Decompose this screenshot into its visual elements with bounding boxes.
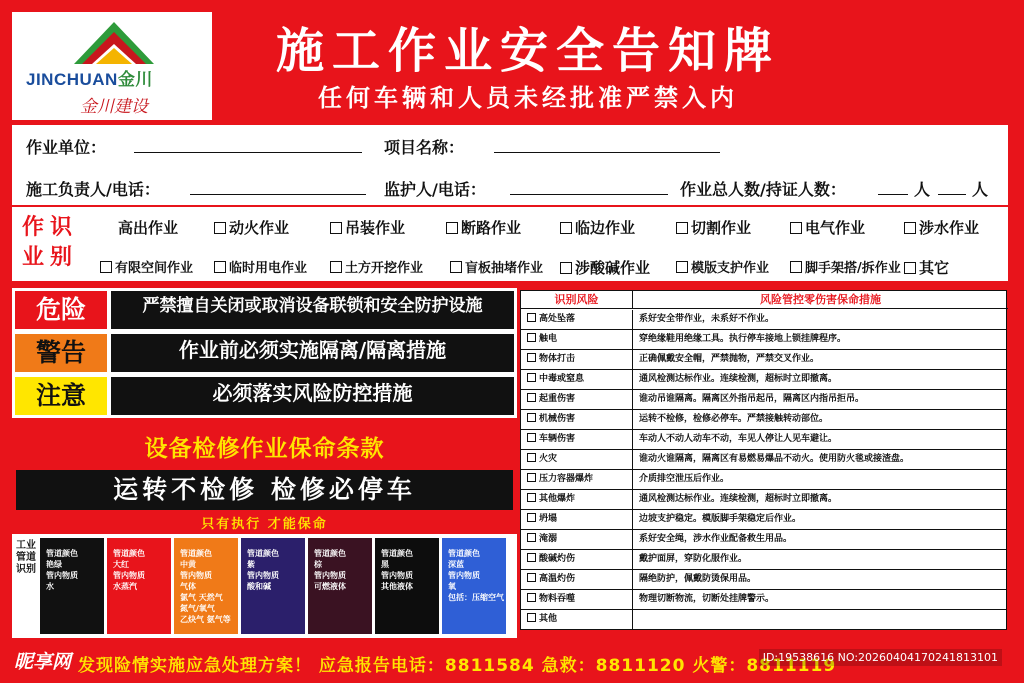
pipe-line-text: 管内物质 [448,571,480,580]
caution-row [15,377,514,415]
risk-name: 高温灼伤 [539,574,576,584]
pipe-line-text: 包括：压缩空气 [448,593,504,602]
pipe-line-text: 管内物质 [314,571,346,580]
type-checkbox[interactable]: 其它 [904,257,949,278]
risk-checkbox[interactable] [521,390,633,409]
pipe-line-text: 酸和碱 [247,582,271,591]
pipe-line-text: 艳绿 [46,560,62,569]
cert-count-field[interactable] [938,193,966,195]
danger-row [15,291,514,329]
pipe-identification [12,534,517,638]
logo-text: JINCHUAN金川 [26,70,153,89]
pipe-line-text: 管道颜色 [113,549,145,558]
unit-label: 作业单位： [26,138,107,157]
pipe-line-text: 管道颜色 [448,549,480,558]
warning-label: 警告 [15,334,107,372]
pipe-color-column [241,538,305,634]
type-checkbox[interactable]: 临时用电作业 [214,257,307,276]
warning-panel [12,288,517,418]
risk-checkbox[interactable] [521,470,633,489]
type-checkbox[interactable]: 临边作业 [560,217,635,238]
risk-measure: 介质排空泄压后作业。 [639,474,730,484]
type-checkbox[interactable]: 脚手架搭/拆作业 [790,257,901,276]
equipment-slogan: 运转不检修 检修必停车 [16,470,513,510]
risk-name: 物体打击 [539,354,576,364]
pipe-line-text: 管内物质 [46,571,78,580]
risk-measure [639,610,1004,629]
pipe-color-column [40,538,104,634]
guardian-field[interactable] [510,193,668,195]
risk-checkbox[interactable] [521,330,633,349]
pipe-line-text: 管道颜色 [180,549,212,558]
risk-measure: 边坡支护稳定。模版脚手架稳定后作业。 [639,514,802,524]
type-checkbox[interactable]: 盲板抽堵作业 [450,257,543,276]
risk-measure: 谁动火谁隔离，隔离区有易燃易爆品不动火。使用防火毯或接渣盘。 [639,454,910,464]
risk-name: 其他爆炸 [539,494,576,504]
person-unit-2: 人 [972,180,989,199]
risk-measure: 正确佩戴安全帽，严禁抛物，严禁交叉作业。 [639,354,820,364]
person-unit: 人 [914,180,931,199]
pipe-line-text: 水蒸汽 [113,582,137,591]
table-row [521,570,1006,590]
type-checkbox[interactable]: 模版支护作业 [676,257,769,276]
risk-table [520,290,1007,630]
risk-measure: 系好安全带作业，未系好不作业。 [639,314,775,324]
type-checkbox[interactable]: 切割作业 [676,217,751,238]
pipe-line-text: 氮气/氧气 [180,604,215,613]
type-checkbox[interactable]: 断路作业 [446,217,521,238]
type-checkbox[interactable]: 高出作业 [118,219,179,237]
risk-name: 坍塌 [539,514,558,524]
risk-measure: 车动人不动人动车不动，车见人停让人见车避让。 [639,434,838,444]
type-checkbox[interactable]: 涉酸碱作业 [560,257,650,278]
risk-measure: 通风检测达标作业。连续检测，超标时立即撤离。 [639,374,838,384]
pipe-line-text: 水 [46,582,54,591]
risk-checkbox[interactable] [521,590,633,609]
risk-checkbox[interactable] [521,550,633,569]
risk-measure: 物理切断物流，切断处挂牌警示。 [639,594,775,604]
equipment-note: 只有执行 才能保命 [201,517,328,532]
risk-checkbox[interactable] [521,510,633,529]
risk-name: 触电 [539,334,558,344]
risk-name: 机械伤害 [539,414,576,424]
risk-checkbox[interactable] [521,610,633,629]
pipe-line-text: 管内物质 [247,571,279,580]
table-row [521,530,1006,550]
header-risk: 识别风险 [521,291,633,309]
pipe-line-text: 管道颜色 [381,549,413,558]
table-row [521,610,1006,630]
project-field[interactable] [494,151,720,153]
pipe-line-text: 其他液体 [381,582,413,591]
table-row [521,430,1006,450]
pipe-color-column [375,538,439,634]
pipe-line-text: 气体 [180,582,196,591]
info-panel [12,125,1008,205]
pipe-line-text: 管内物质 [113,571,145,580]
risk-checkbox[interactable] [521,370,633,389]
risk-name: 压力容器爆炸 [539,474,594,484]
type-checkbox[interactable]: 涉水作业 [904,217,979,238]
table-row [521,330,1006,350]
company-logo [12,12,212,120]
pipe-line-text: 中黄 [180,560,196,569]
table-row [521,490,1006,510]
risk-measure: 穿绝缘鞋用绝缘工具。执行停车接地上锁挂牌程序。 [639,334,847,344]
risk-checkbox[interactable] [521,350,633,369]
risk-checkbox[interactable] [521,310,633,329]
risk-checkbox[interactable] [521,490,633,509]
risk-measure: 系好安全绳，涉水作业配备救生用品。 [639,534,793,544]
work-type-panel [12,205,1008,281]
table-row [521,450,1006,470]
risk-name: 车辆伤害 [539,434,576,444]
risk-name: 中毒或窒息 [539,374,585,384]
table-row [521,510,1006,530]
danger-text: 严禁擅自关闭或取消设备联锁和安全防护设施 [111,291,514,329]
pipe-line-text: 氧 [448,582,456,591]
mountain-logo-icon [74,18,154,64]
image-id: ID:19538616 NO:20260404170241813101 [759,649,1002,666]
risk-checkbox[interactable] [521,410,633,429]
table-row [521,550,1006,570]
table-row [521,390,1006,410]
count-label: 作业总人数/持证人数： [680,180,846,199]
pipe-line-text: 氯气 天然气 [180,593,223,602]
equipment-title: 设备检修作业保命条款 [144,436,385,462]
page-title: 施工作业安全告知牌 [275,23,780,79]
table-row [521,350,1006,370]
danger-label: 危险 [15,291,107,329]
logo-signature: 金川建设 [80,97,148,117]
pipe-color-column [107,538,171,634]
pipe-line-text: 管内物质 [381,571,413,580]
unit-field[interactable] [134,151,362,153]
table-row [521,370,1006,390]
pipe-line-text: 管内物质 [180,571,212,580]
header-measure: 风险管控零伤害保命措施 [760,293,881,306]
pipe-color-column [174,538,238,634]
leader-label: 施工负责人/电话： [26,180,160,199]
pipe-line-text: 深蓝 [448,560,464,569]
bottom-bar [0,645,1024,683]
pipe-color-column [308,538,372,634]
risk-name: 起重伤害 [539,394,576,404]
risk-name: 酸碱灼伤 [539,554,576,564]
total-count-field[interactable] [878,193,908,195]
table-row [521,470,1006,490]
pipe-line-text: 管道颜色 [46,549,78,558]
caution-label: 注意 [15,377,107,415]
pipe-line-text: 管道颜色 [314,549,346,558]
pipe-color-column [442,538,506,634]
risk-measure: 戴护面屏，穿防化服作业。 [639,554,748,564]
type-checkbox[interactable]: 电气作业 [790,217,865,238]
leader-field[interactable] [190,193,366,195]
guardian-label: 监护人/电话： [384,180,486,199]
risk-checkbox[interactable] [521,430,633,449]
pipe-line-text: 黑 [381,560,389,569]
type-checkbox[interactable]: 有限空间作业 [100,257,193,276]
risk-name: 物料吞噬 [539,594,576,604]
warning-row [15,334,514,372]
caution-text: 必须落实风险防控措施 [111,377,514,415]
table-row [521,590,1006,610]
pipe-line-text: 大红 [113,560,129,569]
risk-checkbox[interactable] [521,530,633,549]
pipe-line-text: 乙炔气 氨气等 [180,615,231,624]
risk-checkbox[interactable] [521,570,633,589]
risk-name: 其他 [539,614,558,624]
risk-measure: 通风检测达标作业。连续检测，超标时立即撤离。 [639,494,838,504]
project-label: 项目名称： [384,138,465,157]
risk-name: 高处坠落 [539,314,576,324]
risk-measure: 隔绝防护，佩戴防烫保用品。 [639,574,757,584]
risk-checkbox[interactable] [521,450,633,469]
type-checkbox[interactable]: 土方开挖作业 [330,257,423,276]
pipe-line-text: 棕 [314,560,322,569]
work-type-heading: 作识业别 [22,215,79,270]
pipe-line-text: 紫 [247,560,255,569]
page-subtitle: 任何车辆和人员未经批准严禁入内 [318,84,738,112]
risk-name: 火灾 [539,454,558,464]
watermark: 昵享网 [14,651,72,673]
risk-name: 淹溺 [539,534,558,544]
table-row [521,310,1006,330]
table-row [521,410,1006,430]
warning-text: 作业前必须实施隔离/隔离措施 [111,334,514,372]
type-checkbox[interactable]: 动火作业 [214,217,289,238]
risk-measure: 谁动吊谁隔离。隔离区外指吊起吊，隔离区内指吊拒吊。 [639,394,865,404]
risk-measure: 运转不检修，检修必停车。严禁接触转动部位。 [639,414,829,424]
pipe-line-text: 管道颜色 [247,549,279,558]
pipe-heading: 工业管道识别 [16,540,36,575]
pipe-line-text: 可燃液体 [314,582,346,591]
emergency-text: 发现险情实施应急处理方案！ 应急报告电话：8811584 急救：8811120 火警：8811119 [78,656,837,676]
risk-table-header [521,291,1008,309]
type-checkbox[interactable]: 吊装作业 [330,217,405,238]
